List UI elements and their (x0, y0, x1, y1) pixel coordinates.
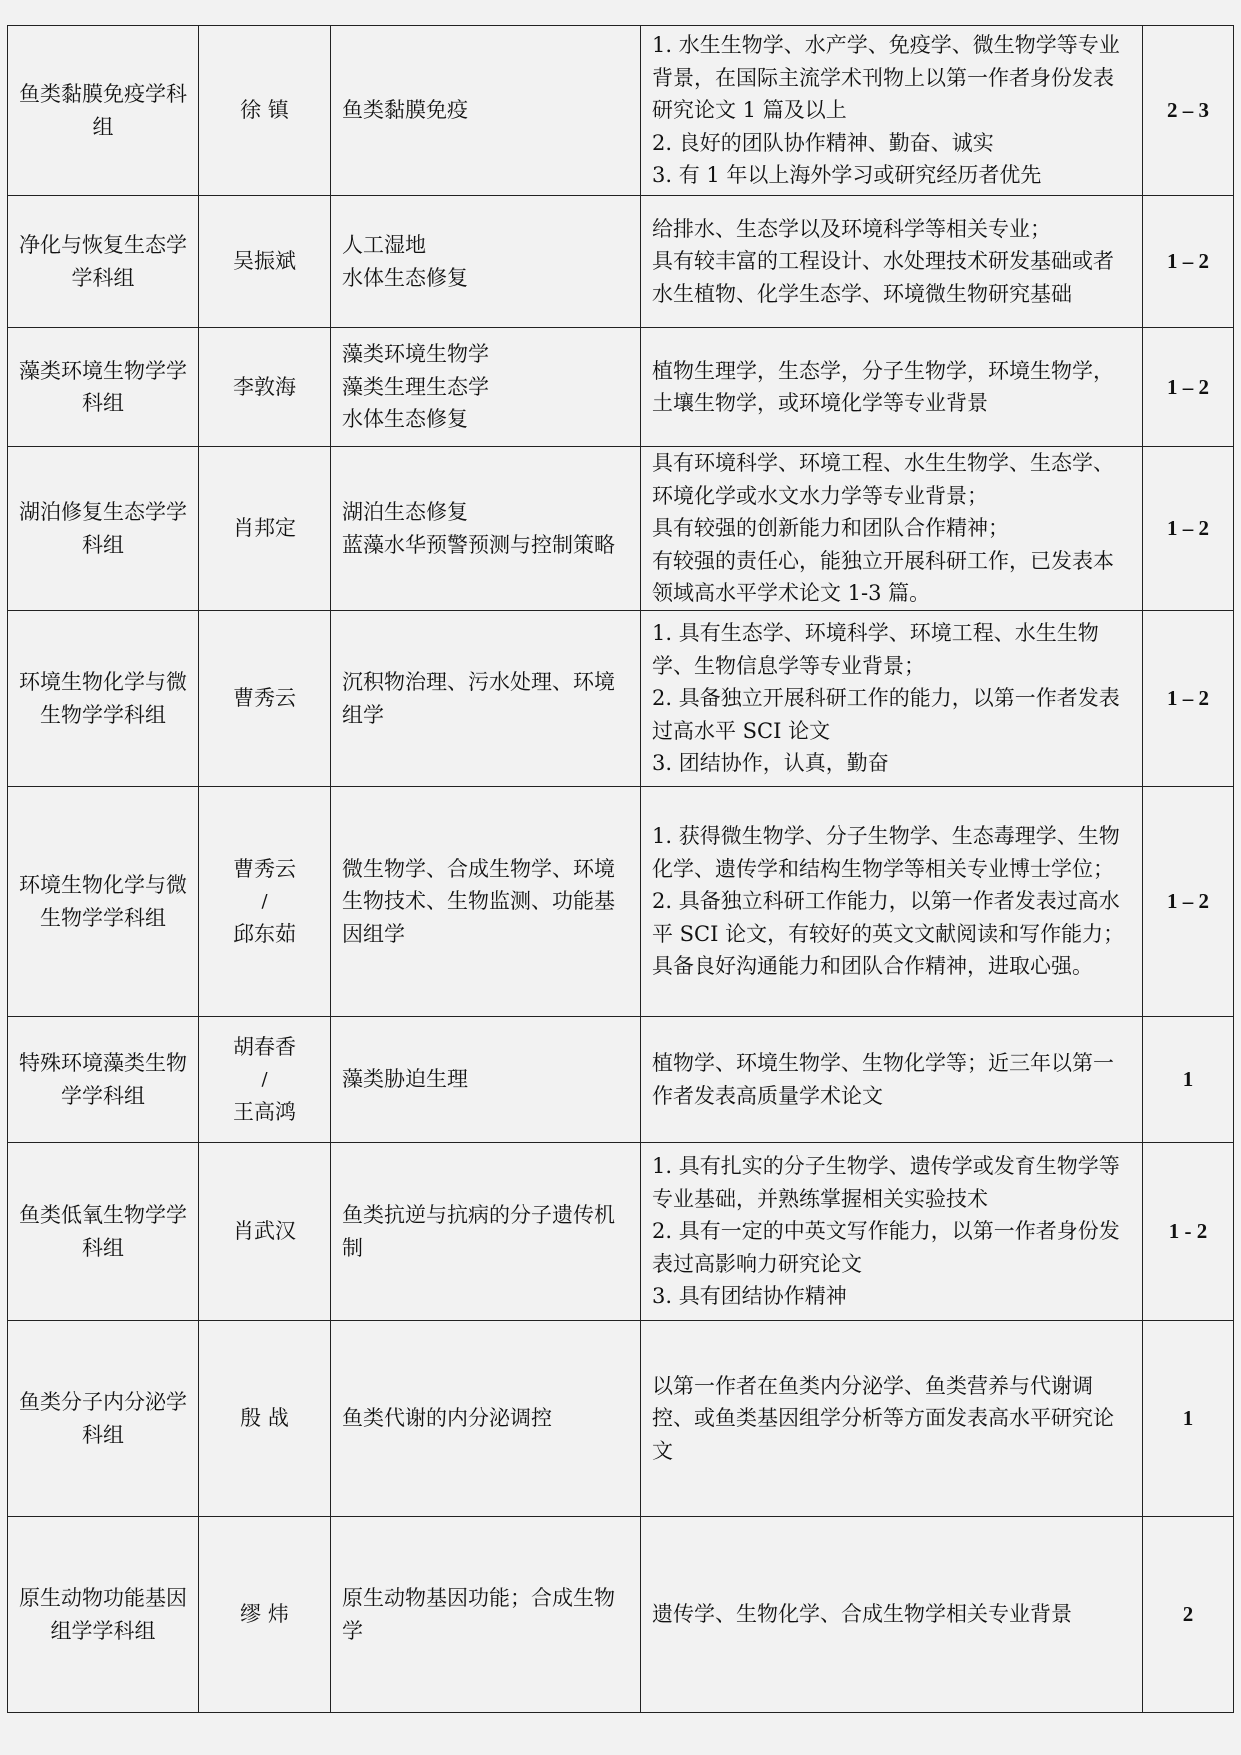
requirement-item: 遗传学、生物化学、合成生物学相关专业背景 (652, 1602, 1072, 1627)
requirements-cell (641, 1143, 1143, 1321)
headcount-cell: 1 – 2 (1143, 787, 1234, 1017)
research-direction: 人工湿地 (342, 233, 426, 257)
requirement-item: 具有较强的创新能力和团队合作精神； (652, 516, 1009, 541)
requirement-item: 有较强的责任心，能独立开展科研工作，已发表本领域高水平学术论文 1-3 篇。 (652, 548, 1114, 606)
requirement-item: 2. 具备独立开展科研工作的能力，以第一作者发表过高水平 SCI 论文 (652, 686, 1120, 743)
requirement-item: 2. 具有一定的中英文写作能力，以第一作者身份发表过高影响力研究论文 (652, 1219, 1120, 1276)
requirements-cell (641, 26, 1143, 196)
research-direction: 藻类生理生态学 (342, 374, 489, 399)
requirement-item: 1. 具有生态学、环境科学、环境工程、水生生物学、生物信息学等专业背景； (652, 621, 1099, 678)
research-direction-cell (331, 196, 641, 328)
recruitment-table (7, 25, 1234, 1713)
research-direction: 原生动物基因功能；合成生物学 (342, 1586, 615, 1643)
requirements-cell (641, 1517, 1143, 1713)
table-body (8, 26, 1234, 1713)
research-direction-cell (331, 787, 641, 1017)
headcount-cell: 2 – 3 (1143, 26, 1234, 196)
leader-name: 肖武汉 (233, 1219, 296, 1244)
headcount-cell: 1 – 2 (1143, 328, 1234, 447)
requirement-item: 植物生理学，生态学，分子生物学，环境生物学，土壤生物学，或环境化学等专业背景 (652, 358, 1114, 415)
leader-name: 胡春香 (233, 1035, 296, 1059)
group-name-cell: 藻类环境生物学学科组 (8, 328, 199, 447)
requirement-item: 以第一作者在鱼类内分泌学、鱼类营养与代谢调控、或鱼类基因组学分析等方面发表高水平研究论文 (652, 1373, 1114, 1463)
leader-name: 曹秀云 (233, 857, 296, 881)
requirements-cell (641, 611, 1143, 787)
table-row (8, 611, 1234, 787)
table-row (8, 26, 1234, 196)
research-direction-cell (331, 1517, 641, 1713)
requirement-item: 具有较丰富的工程设计、水处理技术研发基础或者水生植物、化学生态学、环境微生物研究基础 (652, 249, 1114, 306)
group-leader-cell (199, 447, 331, 611)
requirement-item: 1. 具有扎实的分子生物学、遗传学或发育生物学等专业基础，并熟练掌握相关实验技术 (652, 1154, 1120, 1211)
leader-name: 殷 战 (240, 1406, 289, 1431)
group-leader-cell (199, 1017, 331, 1143)
research-direction: 微生物学、合成生物学、环境生物技术、生物监测、功能基因组学 (342, 856, 615, 946)
research-direction: 湖泊生态修复 (342, 500, 468, 524)
table-row (8, 1321, 1234, 1517)
requirements-cell (641, 1017, 1143, 1143)
group-name-cell: 环境生物化学与微生物学学科组 (8, 787, 199, 1017)
requirements-cell (641, 787, 1143, 1017)
group-name-cell: 鱼类黏膜免疫学科组 (8, 26, 199, 196)
requirement-item: 3. 有 1 年以上海外学习或研究经历者优先 (652, 163, 1042, 188)
leader-name: 王高鸿 (233, 1099, 296, 1124)
headcount-cell: 1 – 2 (1143, 611, 1234, 787)
research-direction: 鱼类抗逆与抗病的分子遗传机制 (342, 1203, 615, 1260)
table-row (8, 1017, 1234, 1143)
research-direction-cell (331, 1143, 641, 1321)
leader-separator: / (261, 1068, 268, 1090)
leader-name: 吴振斌 (233, 249, 296, 274)
leader-separator: / (261, 890, 268, 912)
group-name-cell: 原生动物功能基因组学学科组 (8, 1517, 199, 1713)
requirements-cell (641, 328, 1143, 447)
group-leader-cell (199, 196, 331, 328)
group-name-cell: 鱼类分子内分泌学科组 (8, 1321, 199, 1517)
group-leader-cell (199, 26, 331, 196)
requirement-item: 1. 水生生物学、水产学、免疫学、微生物学等专业背景，在国际主流学术刊物上以第一作者身份发表研究论文 1 篇及以上 (652, 33, 1120, 123)
group-name-cell: 湖泊修复生态学学科组 (8, 447, 199, 611)
headcount-cell: 1 (1143, 1321, 1234, 1517)
research-direction-cell (331, 611, 641, 787)
headcount-cell: 1 (1143, 1017, 1234, 1143)
research-direction-cell (331, 447, 641, 611)
group-leader-cell (199, 787, 331, 1017)
requirement-item: 植物学、环境生物学、生物化学等；近三年以第一作者发表高质量学术论文 (652, 1051, 1114, 1108)
requirements-cell (641, 196, 1143, 328)
research-direction-cell (331, 1017, 641, 1143)
group-name-cell: 鱼类低氧生物学学科组 (8, 1143, 199, 1321)
leader-name: 缪 炜 (240, 1602, 289, 1627)
group-leader-cell (199, 328, 331, 447)
group-leader-cell (199, 1143, 331, 1321)
group-name-cell: 特殊环境藻类生物学学科组 (8, 1017, 199, 1143)
group-name-cell: 环境生物化学与微生物学学科组 (8, 611, 199, 787)
research-direction: 蓝藻水华预警预测与控制策略 (342, 532, 615, 557)
leader-name: 邱东茹 (233, 921, 296, 946)
requirement-item: 2. 具备独立科研工作能力，以第一作者发表过高水平 SCI 论文，有较好的英文文献阅读和写作能力；具备良好沟通能力和团队合作精神，进取心强。 (652, 889, 1125, 979)
group-leader-cell (199, 1321, 331, 1517)
table-row (8, 328, 1234, 447)
group-name-cell: 净化与恢复生态学学科组 (8, 196, 199, 328)
research-direction: 藻类环境生物学 (342, 342, 489, 367)
research-direction-cell (331, 26, 641, 196)
requirements-cell (641, 447, 1143, 611)
research-direction: 水体生态修复 (342, 265, 468, 290)
table-row (8, 1517, 1234, 1713)
requirement-item: 2. 良好的团队协作精神、勤奋、诚实 (652, 130, 994, 155)
research-direction: 鱼类黏膜免疫 (342, 98, 468, 123)
requirement-item: 给排水、生态学以及环境科学等相关专业； (652, 216, 1051, 241)
requirement-item: 3. 团结协作，认真，勤奋 (652, 751, 889, 776)
group-leader-cell (199, 1517, 331, 1713)
research-direction: 藻类胁迫生理 (342, 1067, 468, 1092)
research-direction: 沉积物治理、污水处理、环境组学 (342, 670, 615, 727)
table-row (8, 1143, 1234, 1321)
leader-name: 肖邦定 (233, 516, 296, 541)
headcount-cell: 1 - 2 (1143, 1143, 1234, 1321)
headcount-cell: 1 – 2 (1143, 447, 1234, 611)
table-row (8, 447, 1234, 611)
headcount-cell: 1 – 2 (1143, 196, 1234, 328)
leader-name: 李敦海 (233, 374, 296, 399)
headcount-cell: 2 (1143, 1517, 1234, 1713)
research-direction-cell (331, 1321, 641, 1517)
table-row (8, 787, 1234, 1017)
requirement-item: 1. 获得微生物学、分子生物学、生态毒理学、生物化学、遗传学和结构生物学等相关专业博士学位； (652, 824, 1120, 881)
requirement-item: 3. 具有团结协作精神 (652, 1284, 847, 1309)
group-leader-cell (199, 611, 331, 787)
research-direction: 水体生态修复 (342, 407, 468, 432)
research-direction: 鱼类代谢的内分泌调控 (342, 1406, 552, 1431)
leader-name: 徐 镇 (240, 98, 289, 123)
research-direction-cell (331, 328, 641, 447)
requirement-item: 具有环境科学、环境工程、水生生物学、生态学、环境化学或水文水力学等专业背景； (652, 451, 1114, 508)
table-row (8, 196, 1234, 328)
leader-name: 曹秀云 (233, 686, 296, 711)
requirements-cell (641, 1321, 1143, 1517)
